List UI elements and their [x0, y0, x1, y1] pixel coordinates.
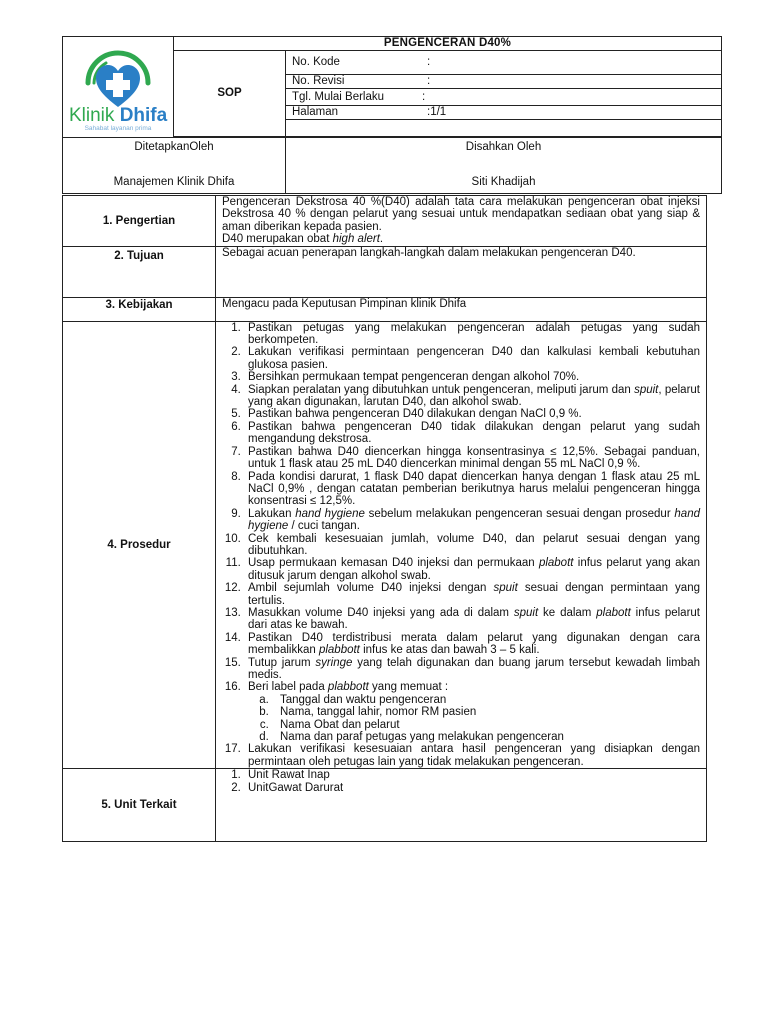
document-title: PENGENCERAN D40% — [173, 37, 721, 51]
procedure-steps — [222, 322, 700, 769]
section-label-kebijakan: 3. Kebijakan — [63, 297, 216, 321]
step-8: 8. Pada kondisi darurat, 1 flask D40 dapat diencerkan hanya dengan 1 flask atau 25 mL NaCl 0,9% , dengan catatan pemberian berikutnya harus melalui pengenceran hingga konsentrasi ≤ 12,5%. — [244, 471, 700, 508]
disahkan-cell — [286, 138, 722, 194]
step-12: 12. Ambil sejumlah volume D40 injeksi dengan spuit sesuai dengan permintaan yang tertulis. — [244, 582, 700, 607]
unit-item: 1. Unit Rawat Inap — [244, 769, 700, 781]
svg-text:Sahabat layanan prima: Sahabat layanan prima — [84, 125, 152, 132]
section-kebijakan — [63, 297, 707, 321]
disahkan-name: Siti Khadijah — [471, 176, 536, 188]
unit-item: 2. UnitGawat Darurat — [244, 782, 700, 794]
sop-body-table — [62, 195, 707, 842]
section-label-tujuan: 2. Tujuan — [63, 246, 216, 297]
step-7: 7. Pastikan bahwa D40 diencerkan hingga konsentrasinya ≤ 12,5%. Sebagai panduan, untuk 1 flask atau 25 mL D40 diencerkan minimal dengan 55 mL NaCl 0,9 %. — [244, 446, 700, 471]
meta-row-kode: No. Kode : — [286, 51, 722, 75]
sop-header-table — [62, 36, 722, 194]
step-15: 15. Tutup jarum syringe yang telah digunakan dan buang jarum tersebut kewadah limbah medis. — [244, 657, 700, 682]
step-11: 11. Usap permukaan kemasan D40 injeksi dan permukaan plabott infus pelarut yang akan ditusuk jarum dengan alkohol swab. — [244, 557, 700, 582]
label-item: d. Nama dan paraf petugas yang melakukan pengenceran — [272, 731, 700, 743]
sop-label: SOP — [173, 51, 285, 137]
label-contents-list — [248, 694, 700, 744]
step-14: 14. Pastikan D40 terdistribusi merata dalam pelarut yang digunakan dengan cara membalikkan plabbott infus ke atas dan bawah 3 – 5 kali. — [244, 632, 700, 657]
label-item: b. Nama, tanggal lahir, nomor RM pasien — [272, 706, 700, 718]
step-6: 6. Pastikan bahwa pengenceran D40 tidak dilakukan dengan pelarut yang sudah mengandung dekstrosa. — [244, 421, 700, 446]
section-unit-terkait — [63, 769, 707, 842]
step-4: 4. Siapkan peralatan yang dibutuhkan untuk pengenceran, meliputi jarum dan spuit, pelarut yang akan digunakan, larutan D40, dan alkohol swab. — [244, 384, 700, 409]
section-label-pengertian: 1. Pengertian — [63, 196, 216, 247]
label-item: c. Nama Obat dan pelarut — [272, 719, 700, 731]
step-13: 13. Masukkan volume D40 injeksi yang ada di dalam spuit ke dalam plabott infus pelarut dari atas ke bawah. — [244, 607, 700, 632]
step-1: 1. Pastikan petugas yang melakukan pengenceran adalah petugas yang sudah berkompeten. — [244, 322, 700, 347]
ditetapkan-name: Manajemen Klinik Dhifa — [113, 176, 235, 188]
step-16: 16. Beri label pada plabbott yang memuat : a. Tanggal dan waktu pengenceran b. Nama, tanggal lahir, nomor RM pasien c. Nama Obat dan pelarut d. Nama dan paraf petugas yang melakukan pengenceran — [244, 681, 700, 743]
svg-text:Klinik Dhifa: Klinik Dhifa — [68, 105, 168, 126]
meta-row-halaman: Halaman :1/1 — [286, 106, 722, 120]
step-3: 3. Bersihkan permukaan tempat pengenceran dengan alkohol 70%. — [244, 371, 700, 383]
label-item: a. Tanggal dan waktu pengenceran — [272, 694, 700, 706]
section-content-tujuan: Sebagai acuan penerapan langkah-langkah dalam melakukan pengenceran D40. — [216, 246, 707, 297]
section-prosedur — [63, 321, 707, 769]
ditetapkan-cell — [63, 138, 286, 194]
meta-row-tgl-berlaku: Tgl. Mulai Berlaku : — [286, 89, 722, 106]
pengertian-text: Pengenceran Dekstrosa 40 %(D40) adalah tata cara melakukan pengenceran obat injeksi Dekstrosa 40 % dengan pelarut yang sesuai untuk mendapatkan sediaan obat yang siap & aman diberikan kepada pasien. — [222, 196, 700, 233]
section-content-prosedur — [216, 321, 707, 769]
pengertian-high-alert: D40 merupakan obat high alert. — [222, 233, 384, 246]
section-label-prosedur: 4. Prosedur — [63, 321, 216, 769]
step-5: 5. Pastikan bahwa pengenceran D40 dilakukan dengan NaCl 0,9 %. — [244, 408, 700, 420]
logo-cell — [63, 37, 174, 138]
step-17: 17. Lakukan verifikasi kesesuaian antara hasil pengenceran yang disiapkan dengan permintaan oleh petugas lain yang tidak melakukan pengenceran. — [244, 743, 700, 768]
meta-row-revisi: No. Revisi : — [286, 75, 722, 89]
step-10: 10. Cek kembali kesesuaian jumlah, volume D40, dan pelarut sesuai dengan yang dibutuhkan. — [244, 533, 700, 558]
ditetapkan-label: DitetapkanOleh — [134, 141, 214, 153]
step-9: 9. Lakukan hand hygiene sebelum melakukan pengenceran sesuai dengan prosedur hand hygiene / cuci tangan. — [244, 508, 700, 533]
step-2: 2. Lakukan verifikasi permintaan pengenceran D40 dan kalkulasi kembali kebutuhan glukosa pasien. — [244, 346, 700, 371]
section-tujuan — [63, 246, 707, 297]
disahkan-label: Disahkan Oleh — [465, 141, 542, 153]
section-content-unit-terkait — [216, 769, 707, 842]
section-content-pengertian — [216, 196, 707, 247]
meta-row-blank — [286, 120, 722, 137]
section-label-unit-terkait: 5. Unit Terkait — [63, 769, 216, 842]
section-content-kebijakan: Mengacu pada Keputusan Pimpinan klinik Dhifa — [216, 297, 707, 321]
klinik-dhifa-logo — [66, 37, 170, 133]
unit-list — [222, 769, 700, 794]
section-pengertian — [63, 196, 707, 247]
